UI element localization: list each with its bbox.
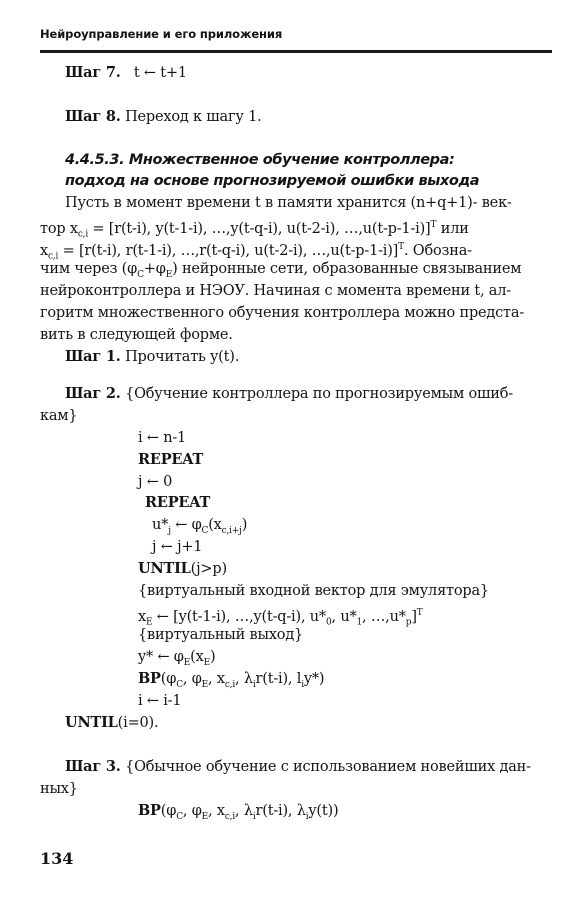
paragraph-line-5: нейроконтроллера и НЭОУ. Начиная с момента времени t, ал- — [40, 283, 511, 299]
algo-xe-assign: $x_E$ ← [y(t-1-i), …,y(t-q-i), $u*_0$, $u*_1$, $\dots,u*_p]^T$ — [138, 608, 423, 628]
paragraph-line-3: $x_{c,i} = [r(t-i)$, r(t-1-i), …,r(t-q-i), u(t-2-i), …,u(t-p-1-i)]$^T$. Обозна- — [40, 242, 472, 262]
step-3-line-2: ных} — [40, 781, 78, 797]
algo-until-inner: UNTIL(j>p) — [138, 560, 227, 577]
paragraph-line-6: горитм множественного обучения контроллера можно предста- — [40, 305, 525, 321]
algo-comment-virtual-input: {виртуальный входной вектор для эмулятора} — [138, 583, 489, 599]
step-1: Шаг 1. Прочитать y(t). — [65, 348, 240, 365]
page-number: 134 — [40, 849, 74, 868]
paragraph-line-2: тор $x_{c,i} = [r(t-i)$, y(t-1-i), …,y(t-q-i), u(t-2-i), …,u(t-p-1-i)]$^T$ или — [40, 220, 469, 240]
algo-repeat-inner: REPEAT — [145, 494, 211, 511]
algo-bp-predicted: $BP(\varphi_C$, $\varphi_E$, $x_{c,i}$, $\lambda_ir(t-i)$, $l_iy*$) — [138, 670, 325, 690]
paragraph-line-7: вить в следующей форме. — [40, 327, 233, 343]
section-title-line-1: 4.4.5.3. Множественное обучение контроллера: — [65, 152, 455, 168]
algo-until-outer: UNTIL(i=0). — [65, 714, 159, 731]
step-2-line-2: кам} — [40, 408, 78, 424]
paragraph-line-4: чим через $(\varphi_C+\varphi_E)$ нейронные сети, образованные связыванием — [40, 261, 522, 280]
step-3-line-1: Шаг 3. {Обычное обучение с использованием новейших дан- — [65, 758, 531, 775]
step-7: Шаг 7. t ← t+1 — [65, 64, 187, 81]
header-rule — [40, 50, 552, 53]
running-header: Нейроуправление и его приложения — [40, 27, 283, 41]
algo-j-increment: j ← j+1 — [152, 539, 203, 555]
section-title-line-2: подход на основе прогнозируемой ошибки выхода — [65, 173, 480, 189]
algo-repeat-outer: REPEAT — [138, 451, 204, 468]
paragraph-line-1: Пусть в момент времени t в памяти хранится (n+q+1)- век- — [65, 195, 512, 211]
step-3-bp-recent: $BP(\varphi_C$, $\varphi_E$, $x_{c,i}$, $\lambda_ir(t-i)$, $\lambda_iy(t)$) — [138, 802, 339, 822]
algo-comment-virtual-output: {виртуальный выход} — [138, 627, 304, 643]
algo-ystar-assign: y* ← $\varphi_E(x_E)$ — [138, 649, 216, 668]
algo-u-assign: $u*_j$ ← $\varphi_C(x_{c,i+j})$ — [152, 517, 248, 536]
algo-i-decrement: i ← i-1 — [138, 693, 182, 709]
step-8: Шаг 8. Переход к шагу 1. — [65, 108, 262, 125]
algo-j-init: j ← 0 — [138, 474, 173, 490]
algo-i-init: i ← n-1 — [138, 430, 187, 446]
step-2-line-1: Шаг 2. {Обучение контроллера по прогнозируемым ошиб- — [65, 385, 514, 402]
